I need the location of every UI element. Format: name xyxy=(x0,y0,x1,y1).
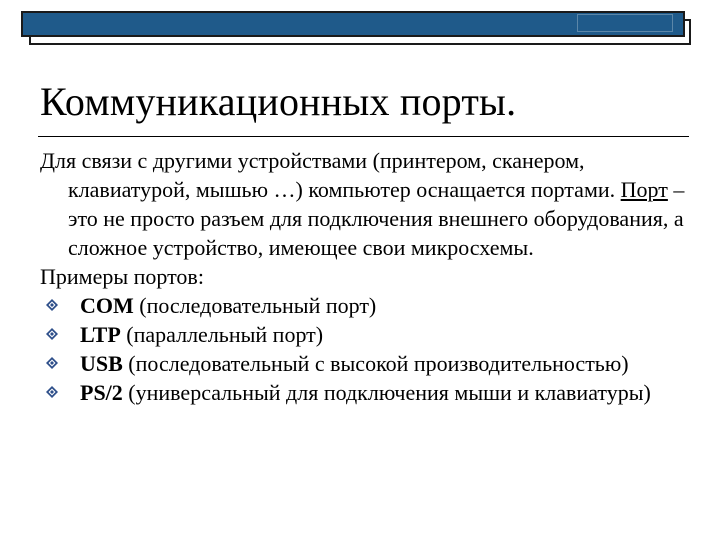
list-item xyxy=(40,291,700,320)
title-divider xyxy=(38,136,689,137)
port-desc: (параллельный порт) xyxy=(120,322,324,347)
intro-rest: – это не просто разъем для подключения внешнего оборудования, а сложное устройство, имеющее свои микросхемы. xyxy=(68,177,685,260)
port-name: PS/2 xyxy=(80,380,123,405)
diamond-bullet-icon xyxy=(46,328,58,340)
port-name: USB xyxy=(80,351,123,376)
slide-body xyxy=(40,146,700,407)
list-item xyxy=(40,320,700,349)
list-item xyxy=(40,378,700,407)
ports-list xyxy=(40,291,700,407)
port-desc: (последовательный порт) xyxy=(133,293,377,318)
examples-heading: Примеры портов: xyxy=(40,264,204,289)
intro-term: Порт xyxy=(620,177,668,202)
list-item xyxy=(40,349,700,378)
port-desc: (последовательный с высокой производительностью) xyxy=(122,351,629,376)
diamond-bullet-icon xyxy=(46,357,58,369)
port-name: LTP xyxy=(80,322,121,347)
intro-paragraph xyxy=(40,146,700,262)
port-desc: (универсальный для подключения мыши и клавиатуры) xyxy=(122,380,651,405)
slide-title: Коммуникационных порты. xyxy=(40,79,517,124)
header-bar-accent xyxy=(577,14,673,32)
diamond-bullet-icon xyxy=(46,299,58,311)
intro-lead: Для связи с другими устройствами (принтером, сканером, клавиатурой, мышью …) компьютер оснащается портами. xyxy=(40,148,621,202)
diamond-bullet-icon xyxy=(46,386,58,398)
port-name: COM xyxy=(80,293,134,318)
